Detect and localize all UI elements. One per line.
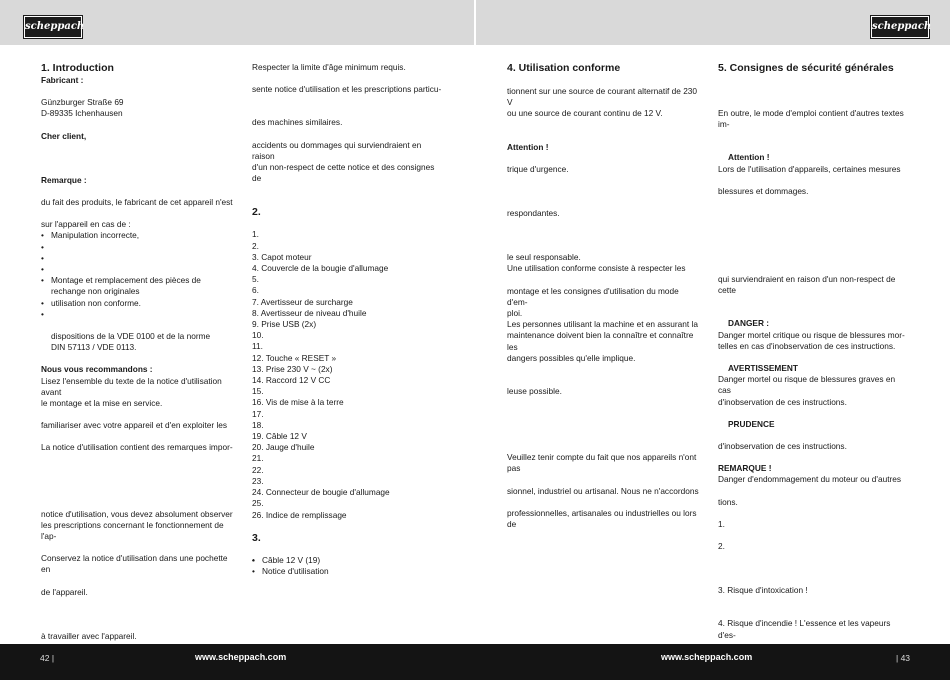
recommend-label: Nous vous recommandons : bbox=[41, 364, 153, 375]
list-item: • Notice d'utilisation bbox=[252, 566, 444, 577]
page-gutter bbox=[474, 0, 476, 644]
address-line: Günzburger Straße 69 bbox=[41, 97, 124, 108]
list-item: 1. bbox=[718, 518, 725, 529]
caution-label: PRUDENCE bbox=[728, 418, 775, 429]
paragraph-line: La notice d'utilisation contient des remarques impor- bbox=[41, 442, 233, 453]
paragraph-line: Les personnes utilisant la machine et en assurant la bbox=[507, 319, 698, 330]
scope-list bbox=[252, 555, 444, 577]
list-item: 12. Touche « RESET » bbox=[252, 352, 337, 363]
list-item: 13. Prise 230 V ~ (2x) bbox=[252, 363, 333, 374]
section-title-safety: 5. Consignes de sécurité générales bbox=[718, 62, 894, 74]
section-title-scope: 3. bbox=[252, 531, 261, 544]
list-item: 2. bbox=[252, 240, 259, 251]
paragraph-line: le seul responsable. bbox=[507, 252, 581, 263]
list-item: • Câble 12 V (19) bbox=[252, 555, 444, 566]
list-item: 5. bbox=[252, 274, 259, 285]
column-parts bbox=[252, 62, 444, 577]
paragraph-line: ploi. bbox=[507, 308, 523, 319]
paragraph-line: des machines similaires. bbox=[252, 117, 343, 128]
paragraph-line: En outre, le mode d'emploi contient d'autres textes im- bbox=[718, 108, 904, 130]
paragraph-line: à travailler avec l'appareil. bbox=[41, 630, 137, 641]
paragraph-line: Danger mortel critique ou risque de blessures mor- bbox=[718, 329, 905, 340]
address-line: D-89335 Ichenhausen bbox=[41, 108, 123, 119]
list-item: 1. bbox=[252, 229, 259, 240]
list-item: 15. bbox=[252, 386, 264, 397]
paragraph-line: leuse possible. bbox=[507, 386, 562, 397]
list-item: 17. bbox=[252, 408, 264, 419]
paragraph-line: dangers possibles qu'elle implique. bbox=[507, 352, 636, 363]
paragraph-line: professionnelles, artisanales ou industrielles ou lors de bbox=[507, 507, 697, 530]
list-item bbox=[41, 309, 233, 320]
list-item: 18. bbox=[252, 419, 264, 430]
remarque-text: du fait des produits, le fabricant de cet appareil n'est bbox=[41, 197, 233, 208]
list-item bbox=[41, 264, 233, 275]
paragraph-line: ou une source de courant continu de 12 V. bbox=[507, 108, 663, 119]
list-item: 20. Jauge d'huile bbox=[252, 442, 315, 453]
list-item: 11. bbox=[252, 341, 263, 352]
list-item bbox=[41, 253, 233, 264]
list-item: 26. Indice de remplissage bbox=[252, 509, 347, 520]
remarque-label: Remarque : bbox=[41, 174, 87, 185]
fabricant-label: Fabricant : bbox=[41, 75, 84, 85]
list-item: 24. Connecteur de bougie d'allumage bbox=[252, 487, 390, 498]
paragraph-line: les prescriptions concernant le fonctionnement de l'ap- bbox=[41, 519, 224, 542]
list-item: 9. Prise USB (2x) bbox=[252, 319, 317, 330]
paragraph-line: montage et les consignes d'utilisation du mode d'em- bbox=[507, 285, 679, 307]
page-number-right: | 43 bbox=[896, 653, 911, 663]
paragraph-line: Une utilisation conforme consiste à respecter les bbox=[507, 263, 686, 274]
column-intended-use bbox=[507, 62, 699, 530]
paragraph-line: Conservez la notice d'utilisation dans une pochette en bbox=[41, 553, 228, 575]
section-title-introduction: 1. Introduction bbox=[41, 62, 114, 74]
paragraph-line: blessures et dommages. bbox=[718, 185, 809, 196]
paragraph-line: le montage et la mise en service. bbox=[41, 398, 163, 409]
paragraph-line: Danger mortel ou risque de blessures graves en cas bbox=[718, 374, 896, 396]
cher-client: Cher client, bbox=[41, 130, 87, 141]
list-item: 3. Capot moteur bbox=[252, 251, 312, 262]
brand-logo-left: scheppach bbox=[24, 16, 82, 38]
footer-url-right[interactable]: www.scheppach.com bbox=[661, 652, 753, 662]
paragraph-line: tions. bbox=[718, 496, 738, 507]
list-item: 25. bbox=[252, 498, 264, 509]
list-item: • Manipulation incorrecte, bbox=[41, 230, 233, 241]
list-item: 14. Raccord 12 V CC bbox=[252, 375, 331, 386]
footer-url-left[interactable]: www.scheppach.com bbox=[195, 652, 287, 662]
remarque-text: sur l'appareil en cas de : bbox=[41, 219, 131, 230]
brand-logo-right: scheppach bbox=[871, 16, 929, 38]
parts-list bbox=[252, 229, 444, 520]
paragraph-line: Respecter la limite d'âge minimum requis. bbox=[252, 62, 406, 72]
paragraph-line: accidents ou dommages qui surviendraient en raison bbox=[252, 139, 422, 161]
paragraph-line: telles en cas d'inobservation de ces instructions. bbox=[718, 340, 896, 351]
paragraph-line: Veuillez tenir compte du fait que nos appareils n'ont pas bbox=[507, 452, 697, 474]
paragraph-line: d'inobservation de ces instructions. bbox=[718, 441, 847, 452]
list-item: 7. Avertisseur de surcharge bbox=[252, 296, 353, 307]
list-item: 4. Couvercle de la bougie d'allumage bbox=[252, 263, 389, 274]
list-item: • utilisation non conforme. bbox=[41, 298, 233, 309]
paragraph-line: Lors de l'utilisation d'appareils, certaines mesures bbox=[718, 163, 901, 174]
paragraph-line: d'inobservation de ces instructions. bbox=[718, 396, 847, 407]
list-item: • Montage et remplacement des pièces de rechange non originales bbox=[41, 275, 233, 297]
paragraph-line: sionnel, industriel ou artisanal. Nous ne n'accordons bbox=[507, 485, 699, 496]
page-number-left: 42 | bbox=[40, 653, 55, 663]
cause-list bbox=[41, 230, 233, 320]
section-title-parts: 2. bbox=[252, 206, 261, 219]
list-item: 19. Câble 12 V bbox=[252, 431, 307, 442]
paragraph-line: notice d'utilisation, vous devez absolument observer bbox=[41, 508, 233, 519]
paragraph-line: familiariser avec votre appareil et d'en exploiter les bbox=[41, 420, 228, 431]
vde-line: DIN 57113 / VDE 0113. bbox=[51, 342, 137, 353]
list-item: 4. Risque d'incendie ! L'essence et les vapeurs d'es- bbox=[718, 618, 891, 640]
paragraph-line: Lisez l'ensemble du texte de la notice d'utilisation avant bbox=[41, 375, 222, 397]
paragraph-line: de l'appareil. bbox=[41, 586, 88, 597]
paragraph-line: respondantes. bbox=[507, 208, 560, 219]
list-item: 6. bbox=[252, 285, 259, 296]
column-safety bbox=[718, 62, 910, 641]
list-item: 3. Risque d'intoxication ! bbox=[718, 585, 808, 596]
warning-label: AVERTISSEMENT bbox=[728, 363, 798, 374]
list-item: 21. bbox=[252, 453, 264, 464]
list-item: 16. Vis de mise à la terre bbox=[252, 397, 344, 408]
paragraph-line: qui surviendraient en raison d'un non-respect de cette bbox=[718, 274, 896, 296]
attention-label: Attention ! bbox=[507, 141, 549, 152]
attention-label: Attention ! bbox=[728, 152, 770, 163]
list-item: 23. bbox=[252, 475, 264, 486]
paragraph-line: maintenance doivent bien la connaître et connaître les bbox=[507, 330, 694, 352]
footer-bar bbox=[0, 644, 950, 680]
paragraph-line: Danger d'endommagement du moteur ou d'autres bbox=[718, 474, 902, 485]
remarque-label: REMARQUE ! bbox=[718, 463, 772, 474]
paragraph-line: d'un non-respect de cette notice et des consignes de bbox=[252, 162, 435, 184]
section-title-intended-use: 4. Utilisation conforme bbox=[507, 62, 621, 74]
list-item: 10. bbox=[252, 330, 264, 341]
list-item bbox=[41, 242, 233, 253]
paragraph-line: trique d'urgence. bbox=[507, 163, 569, 174]
vde-line: dispositions de la VDE 0100 et de la norme bbox=[51, 331, 211, 342]
list-item: 2. bbox=[718, 541, 725, 552]
list-item: 8. Avertisseur de niveau d'huile bbox=[252, 307, 367, 318]
paragraph-line: tionnent sur une source de courant alternatif de 230 V bbox=[507, 86, 698, 108]
column-introduction bbox=[41, 62, 233, 642]
danger-label: DANGER : bbox=[728, 318, 770, 329]
list-item: 22. bbox=[252, 464, 264, 475]
paragraph-line: sente notice d'utilisation et les prescriptions particu- bbox=[252, 84, 442, 95]
